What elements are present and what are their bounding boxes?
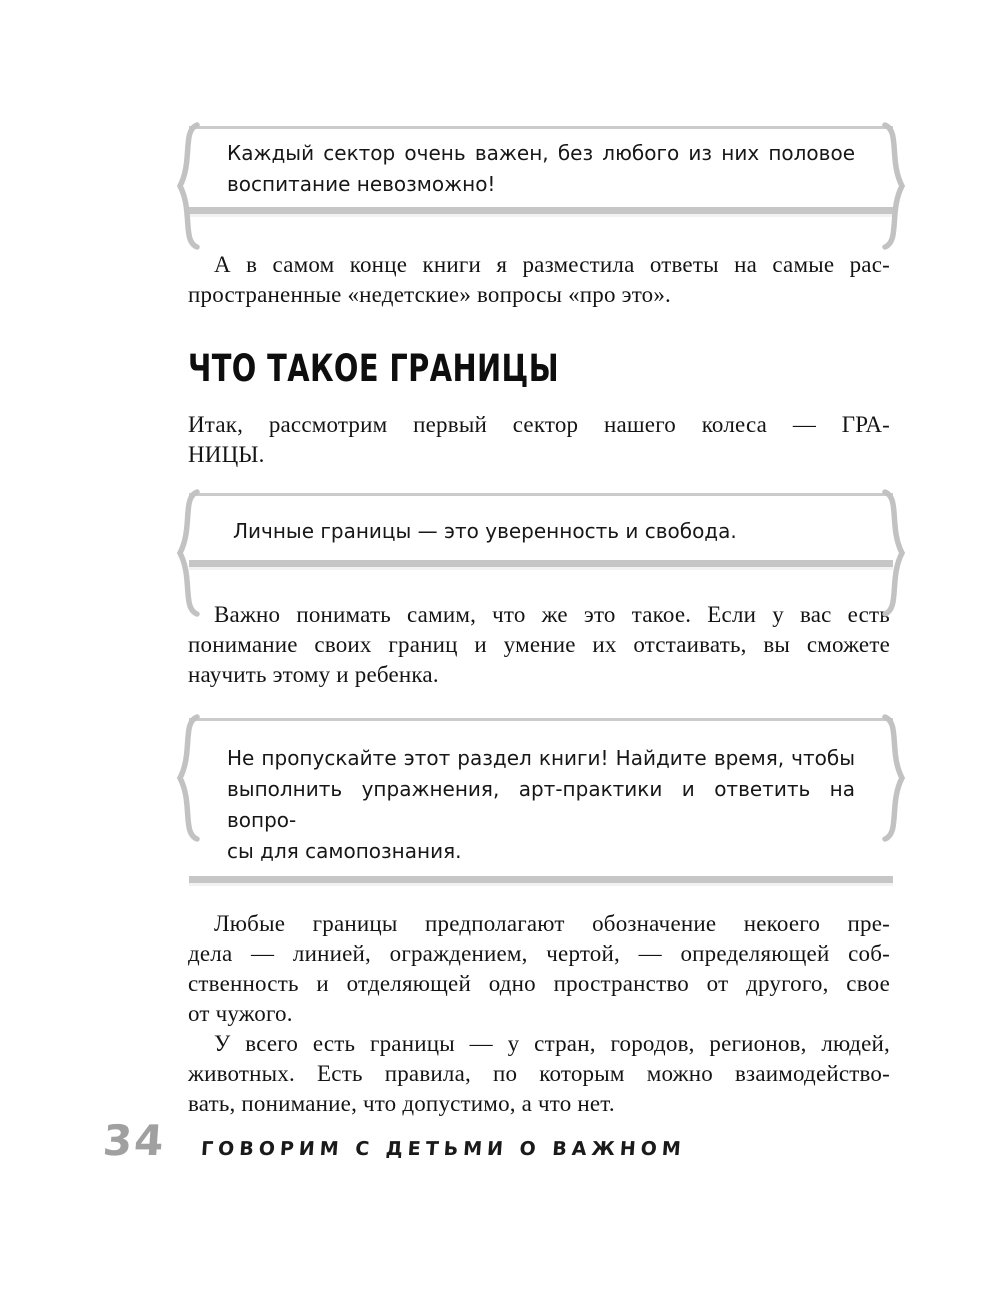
section-heading: ЧТО ТАКОЕ ГРАНИЦЫ: [188, 347, 559, 390]
text-line: Важно понимать самим, что же это такое. Если у вас есть: [214, 602, 890, 627]
text-line: научить этому и ребенка.: [188, 662, 439, 687]
paragraph-everything-has-borders: [188, 1029, 890, 1119]
left-brace-decoration: [172, 713, 202, 843]
text-line: Любые границы предполагают обозначение некоего пре-: [214, 911, 890, 936]
paragraph-book-end-answers: [188, 250, 890, 310]
text-line: воспитание невозможно!: [227, 172, 496, 196]
text-line: понимание своих границ и умение их отстаивать, вы сможете: [188, 632, 890, 657]
text-line: Итак, рассмотрим первый сектор нашего колеса — ГРА-: [188, 412, 890, 437]
text-line: ственность и отделяющей одно пространство от другого, свое: [188, 971, 890, 996]
text-line: У всего есть границы — у стран, городов, регионов, людей,: [214, 1031, 890, 1056]
text-line: от чужого.: [188, 1001, 293, 1026]
callout-box-sectors: [176, 126, 906, 214]
text-line: Не пропускайте этот раздел книги! Найдите время, чтобы: [227, 746, 855, 770]
page-number: 34: [101, 1116, 168, 1165]
right-brace-decoration: [880, 713, 910, 843]
callout-box-personal-borders: [176, 493, 906, 567]
paragraph-understand-yourself: [188, 600, 890, 690]
right-brace-decoration: [880, 121, 910, 251]
right-brace-decoration: [880, 488, 910, 618]
left-brace-decoration: [172, 488, 202, 618]
callout-text: [189, 493, 893, 567]
text-line: Личные границы — это уверенность и свобода.: [233, 519, 737, 543]
running-title: ГОВОРИМ С ДЕТЬМИ О ВАЖНОМ: [200, 1138, 687, 1160]
text-line: вать, понимание, что допустимо, а что нет.: [188, 1091, 615, 1116]
text-line: животных. Есть правила, по которым можно взаимодейство-: [188, 1061, 890, 1086]
text-line: сы для самопознания.: [227, 839, 462, 863]
text-line: НИЦЫ.: [188, 442, 265, 467]
left-brace-decoration: [172, 121, 202, 251]
text-line: дела — линией, ограждением, чертой, — определяющей соб-: [188, 941, 890, 966]
callout-box-dont-skip: [176, 718, 906, 883]
text-line: пространенные «недетские» вопросы «про это».: [188, 282, 672, 307]
text-line: А в самом конце книги я разместила ответы на самые рас-: [214, 252, 890, 277]
text-line: Каждый сектор очень важен, без любого из них половое: [227, 141, 855, 165]
callout-text: [189, 718, 893, 883]
page-footer: [101, 1116, 687, 1165]
paragraph-first-sector: [188, 410, 890, 470]
text-line: выполнить упражнения, арт-практики и ответить на вопро-: [227, 777, 855, 832]
callout-text: [189, 126, 893, 214]
paragraph-any-borders: [188, 909, 890, 1029]
